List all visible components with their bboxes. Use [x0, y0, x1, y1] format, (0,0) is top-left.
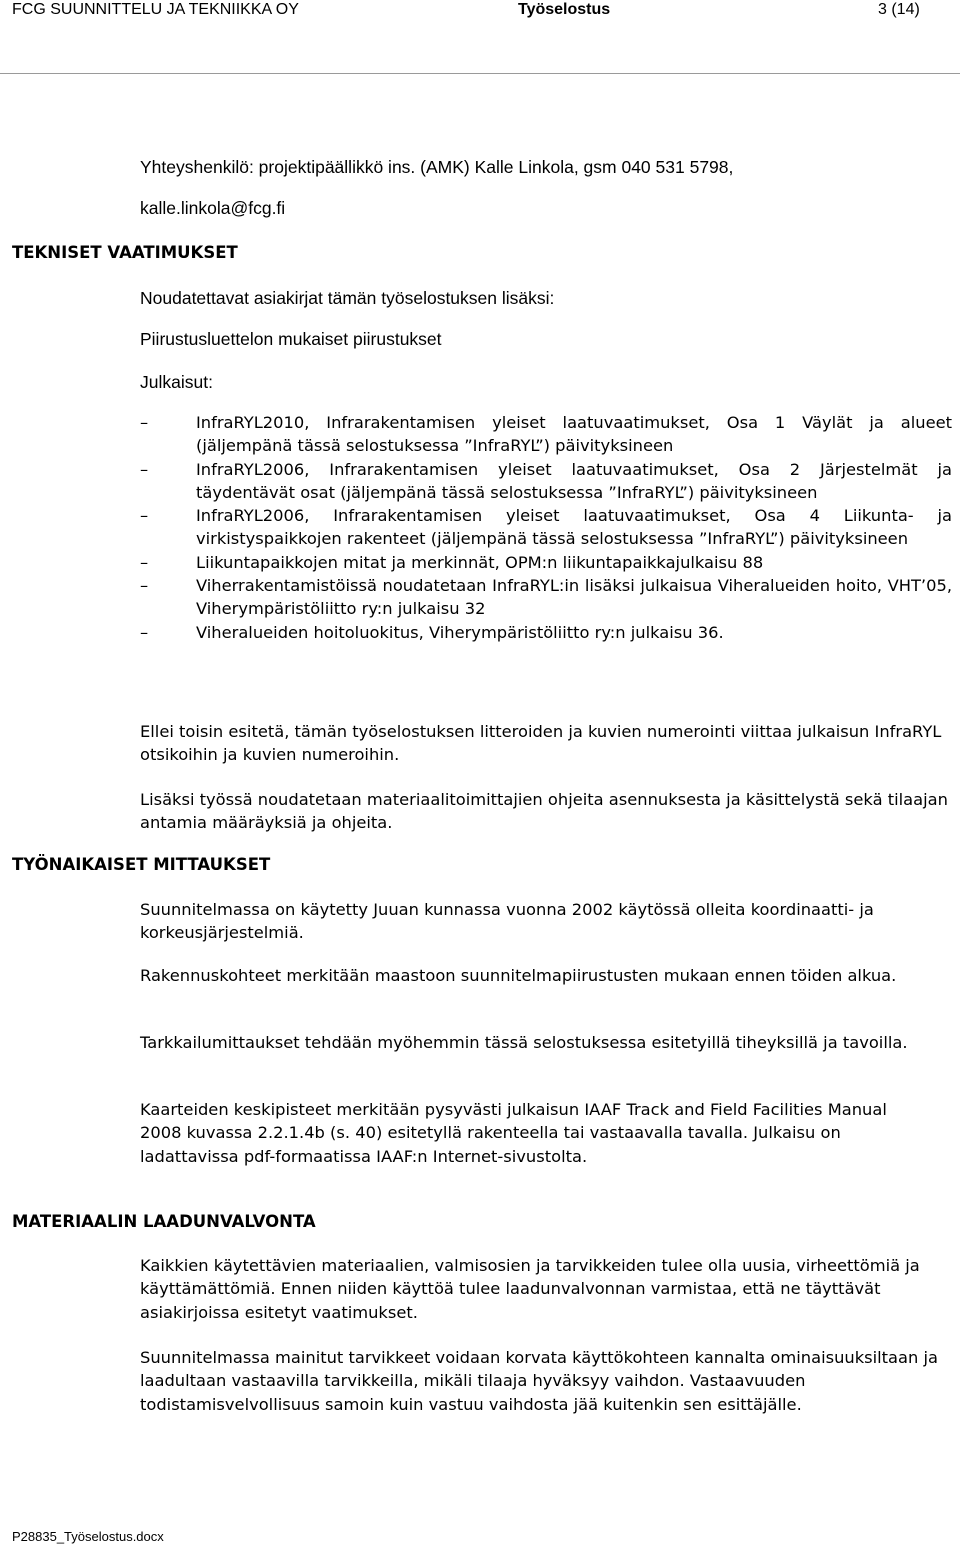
- intro-text: Noudatettavat asiakirjat tämän työselostuksen lisäksi:: [140, 288, 555, 308]
- header-divider: [0, 73, 960, 74]
- paragraph: Suunnitelmassa on käytetty Juuan kunnassa vuonna 2002 käytössä olleita koordinaatti- ja korkeusjärjestelmiä.: [140, 900, 874, 943]
- paragraph: Kaarteiden keskipisteet merkitään pysyvästi julkaisun IAAF Track and Field Facilities Manual 2008 kuvassa 2.2.1.4b (s. 40) esitetyllä rakenteella tai vastaavalla tavalla. Julkaisu on ladattavissa pdf-formaatissa IAAF:n Internet-sivustolta.: [140, 1100, 887, 1166]
- section-heading-laadunvalvonta: MATERIAALIN LAADUNVALVONTA: [12, 1212, 316, 1231]
- list-item: – InfraRYL2010, Infrarakentamisen yleiset laatuvaatimukset, Osa 1 Väylät ja alueet (jäljempänä tässä selostuksessa ”InfraRYL”) päivityksineen: [140, 411, 952, 458]
- section-heading-tekniset: TEKNISET VAATIMUKSET: [12, 243, 238, 262]
- list-item: – Viheralueiden hoitoluokitus, Viherympäristöliitto ry:n julkaisu 36.: [140, 621, 952, 644]
- paragraph: Suunnitelmassa mainitut tarvikkeet voidaan korvata käyttökohteen kannalta ominaisuuksiltaan ja laadultaan vastaavilla tarvikkeilla, mikäli tilaaja hyväksyy vaihdon. Vastaavuuden todistamisvelvollisuus samoin kuin vastuu vaihdosta jää kuitenkin sen esittäjälle.: [140, 1348, 939, 1414]
- page-header: [0, 0, 960, 22]
- list-item: – Liikuntapaikkojen mitat ja merkinnät, OPM:n liikuntapaikkajulkaisu 88: [140, 551, 952, 574]
- header-document-title: Työselostus: [518, 1, 611, 18]
- header-company: FCG SUUNNITTELU JA TEKNIIKKA OY: [12, 1, 299, 18]
- paragraph: Lisäksi työssä noudatetaan materiaalitoimittajien ohjeita asennuksesta ja käsittelystä sekä tilaajan antamia määräyksiä ja ohjeita.: [140, 790, 948, 833]
- footer-filename: P28835_Työselostus.docx: [12, 1529, 164, 1544]
- paragraph: Tarkkailumittaukset tehdään myöhemmin tässä selostuksessa esitetyillä tiheyksillä ja tavoilla.: [140, 1033, 908, 1052]
- publications-list: [140, 411, 952, 644]
- list-item: – InfraRYL2006, Infrarakentamisen yleiset laatuvaatimukset, Osa 4 Liikunta- ja virkistyspaikkojen rakenteet (jäljempänä tässä selostuksessa ”InfraRYL”) päivityksineen: [140, 504, 952, 551]
- contact-email: kalle.linkola@fcg.fi: [140, 198, 286, 218]
- paragraph: Kaikkien käytettävien materiaalien, valmisosien ja tarvikkeiden tulee olla uusia, virheettömiä ja käyttämättömiä. Ennen niiden käyttöä tulee laadunvalvonnan varmistaa, että ne täyttävät asiakirjoissa esitetyt vaatimukset.: [140, 1256, 920, 1322]
- section-heading-mittaukset: TYÖNAIKAISET MITTAUKSET: [12, 855, 271, 874]
- list-item: – InfraRYL2006, Infrarakentamisen yleiset laatuvaatimukset, Osa 2 Järjestelmät ja täydentävät osat (jäljempänä tässä selostuksessa ”InfraRYL”) päivityksineen: [140, 458, 952, 505]
- paragraph: Ellei toisin esitetä, tämän työselostuksen litteroiden ja kuvien numerointi viittaa julkaisun InfraRYL otsikoihin ja kuvien numeroihin.: [140, 722, 942, 765]
- drawings-text: Piirustusluettelon mukaiset piirustukset: [140, 329, 442, 349]
- publications-label: Julkaisut:: [140, 372, 213, 392]
- contact-line: Yhteyshenkilö: projektipäällikkö ins. (AMK) Kalle Linkola, gsm 040 531 5798,: [140, 157, 734, 177]
- list-item: – Viherrakentamistöissä noudatetaan InfraRYL:in lisäksi julkaisua Viheralueiden hoito, VHT’05, Viherympäristöliitto ry:n julkaisu 32: [140, 574, 952, 621]
- paragraph: Rakennuskohteet merkitään maastoon suunnitelmapiirustusten mukaan ennen töiden alkua.: [140, 966, 897, 985]
- header-page-number: 3 (14): [878, 1, 920, 18]
